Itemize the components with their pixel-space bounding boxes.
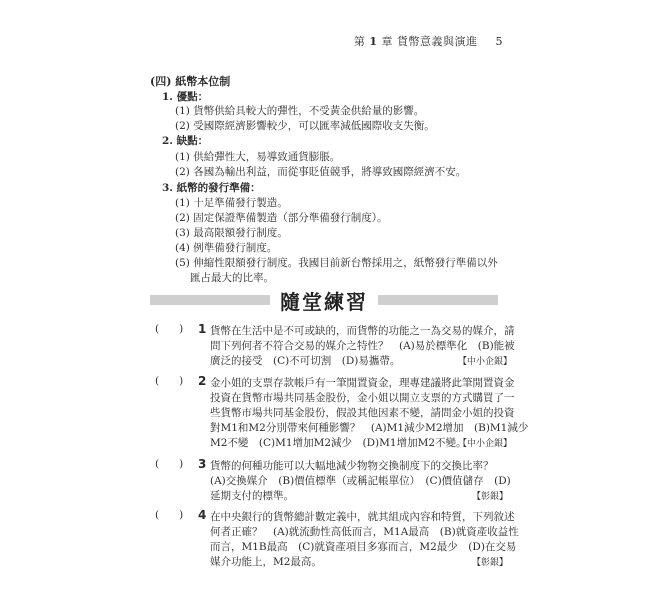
- question-line: 延期支付的標準。: [210, 490, 294, 502]
- question-line: 投資在貨幣市場共同基金股份，金小姐以開立支票的方式購買了一: [210, 392, 515, 404]
- question-line: (A)交換媒介 (B)價值標準（或稱記帳單位） (C)價值儲存 (D): [210, 475, 511, 487]
- question-line: 而言，M1B最高 (C)就資產項目多寡而言，M2最少 (D)在交易: [210, 541, 517, 553]
- issuance-item: (3) 最高限額發行制度。: [175, 227, 288, 239]
- answer-blank[interactable]: ( ): [155, 509, 184, 521]
- question-source: 【彰銀】: [472, 492, 509, 502]
- answer-blank[interactable]: ( ): [155, 458, 184, 470]
- issuance-item: (1) 十足準備發行製造。: [175, 197, 288, 209]
- chapter-title: 貨幣意義與演進: [397, 35, 478, 48]
- question-line: 貨幣在生活中是不可或缺的，而貨幣的功能之一為交易的媒介，請: [210, 325, 515, 337]
- question-source: 【中小企銀】: [458, 357, 513, 367]
- question-number: 1: [198, 322, 207, 336]
- question-line: M2不變 (C)M1增加M2減少 (D)M1增加M2不變。: [210, 437, 467, 449]
- question-source: 【彰銀】: [472, 558, 509, 568]
- disadvantages-label: 2. 缺點：: [162, 135, 209, 147]
- advantage-item: (1) 貨幣供給具較大的彈性，不受黃金供給量的影響。: [175, 105, 425, 117]
- page-number: 5: [495, 35, 503, 48]
- question-number: 4: [198, 508, 207, 522]
- question-source: 【中小企銀】: [458, 439, 513, 449]
- question-line: 媒介功能上，M2最高。: [210, 556, 322, 568]
- issuance-item: (2) 固定保證準備製造（部分準備發行制度）。: [175, 212, 388, 224]
- issuance-item: (4) 例準備發行制度。: [175, 242, 278, 254]
- question-number: 2: [198, 374, 207, 388]
- practice-banner: [150, 288, 498, 313]
- question-line: 在中央銀行的貨幣總計數定義中，就其組成內容和特質，下列敘述: [210, 511, 515, 523]
- disadvantage-item: (2) 各國為輸出利益，而從事貶值競爭，將導致國際經濟不安。: [175, 166, 467, 178]
- question-line: 些貨幣市場共同基金股份，假設其他因素不變，請問金小姐的投資: [210, 407, 515, 419]
- issuance-label: 3. 紙幣的發行準備：: [162, 182, 261, 194]
- issuance-item-continued: 匯占最大的比率。: [190, 272, 274, 284]
- issuance-item: (5) 伸縮性限額發行制度。我國目前新台幣採用之，紙幣發行準備以外: [175, 257, 498, 269]
- running-header: [354, 33, 503, 49]
- question-line: 廣泛的接受 (C)不可切割 (D)易攜帶。: [210, 355, 401, 367]
- question-line: 金小姐的支票存款帳戶有一筆閒置資金，理專建議將此筆閒置資金: [210, 377, 515, 389]
- advantages-label: 1. 優點：: [162, 91, 209, 103]
- question-line: 貨幣的何種功能可以大幅地減少物物交換制度下的交換比率？: [210, 460, 494, 472]
- chapter-label: 第 1 章: [353, 35, 393, 48]
- question-number: 3: [198, 457, 207, 471]
- section-heading: (四) 紙幣本位制: [150, 75, 231, 88]
- advantage-item: (2) 受國際經濟影響較少，可以匯率減低國際收支失衡。: [175, 120, 435, 132]
- answer-blank[interactable]: ( ): [155, 323, 184, 335]
- answer-blank[interactable]: ( ): [155, 375, 184, 387]
- disadvantage-item: (1) 供給彈性大，易導致通貨膨脹。: [175, 151, 341, 163]
- question-line: 對M1和M2分別帶來何種影響？ (A)M1減少M2增加 (B)M1減少: [210, 422, 529, 434]
- question-line: 何者正確？ (A)就流動性高低而言，M1A最高 (B)就資產收益性: [210, 526, 519, 538]
- question-line: 問下列何者不符合交易的媒介之特性？ (A)易於標準化 (B)能被: [210, 340, 515, 352]
- practice-title: 隨堂練習: [270, 286, 378, 315]
